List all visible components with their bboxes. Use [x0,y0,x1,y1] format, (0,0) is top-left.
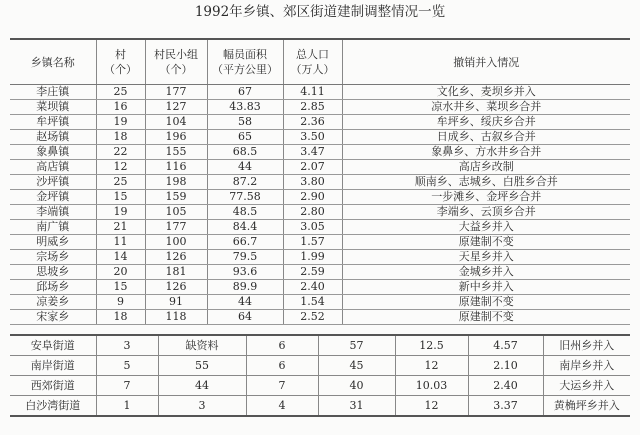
column-header [96,39,145,85]
table-cell: 44 [207,160,283,175]
table-cell: 3.50 [283,130,342,145]
table-cell: 48.5 [207,205,283,220]
column-header-line: 幅员面积 [223,48,267,61]
table-cell: 20 [96,265,145,280]
table-row [10,250,630,265]
name-cell: 安阜街道 [10,335,96,356]
table-row [10,85,630,100]
table-cell: 31 [318,396,395,417]
table-cell: 12 [395,396,468,417]
table-cell: 15 [96,280,145,295]
table-cell: 84.4 [207,220,283,235]
table-cell: 15 [96,190,145,205]
name-cell: 赵场镇 [10,130,96,145]
street-row [10,396,630,417]
table-cell: 58 [207,115,283,130]
table-cell: 55 [158,356,246,376]
table-cell: 177 [145,220,207,235]
table-cell: 新中乡并入 [342,280,630,295]
table-cell: 象鼻乡、方水井乡合并 [342,145,630,160]
column-header-line: （万人） [290,63,335,76]
table-cell: 李端乡、云顶乡合并 [342,205,630,220]
table-cell: 25 [96,175,145,190]
table-row [10,205,630,220]
table-cell: 105 [145,205,207,220]
table-cell: 南岸乡并入 [543,356,630,376]
table-cell: 文化乡、麦坝乡并入 [342,85,630,100]
column-header [207,39,283,85]
table-cell: 159 [145,190,207,205]
name-cell: 李庄镇 [10,85,96,100]
table-cell: 7 [246,376,318,396]
table-row [10,265,630,280]
table-cell: 155 [145,145,207,160]
table-cell: 一步滩乡、金坪乡合并 [342,190,630,205]
table-cell: 126 [145,280,207,295]
township-table [10,38,630,325]
street-row [10,356,630,376]
name-cell: 邱场乡 [10,280,96,295]
table-row [10,190,630,205]
table-cell: 原建制不变 [342,235,630,250]
name-cell: 李端镇 [10,205,96,220]
column-header-line: 村民小组 [154,48,198,61]
table-row [10,175,630,190]
table-cell: 12 [395,356,468,376]
name-cell: 白沙湾街道 [10,396,96,417]
table-cell: 79.5 [207,250,283,265]
table-cell: 89.9 [207,280,283,295]
table-cell: 11 [96,235,145,250]
table-cell: 原建制不变 [342,310,630,325]
table-row [10,145,630,160]
table-row [10,130,630,145]
table-cell: 3.80 [283,175,342,190]
column-header-line: 乡镇名称 [30,55,75,69]
table-cell: 旧州乡并入 [543,335,630,356]
document-title: 1992年乡镇、郊区街道建制调整情况一览 [194,4,446,20]
table-cell: 177 [145,85,207,100]
table-cell: 原建制不变 [342,295,630,310]
name-cell: 凉姜乡 [10,295,96,310]
column-header-line: 总人口 [296,48,329,61]
name-cell: 菜坝镇 [10,100,96,115]
table-cell: 77.58 [207,190,283,205]
table-cell: 1.99 [283,250,342,265]
table-cell: 4.11 [283,85,342,100]
table-cell: 大益乡并入 [342,220,630,235]
table-cell: 1.57 [283,235,342,250]
table-cell: 14 [96,250,145,265]
table-cell: 凉水井乡、菜坝乡合并 [342,100,630,115]
table-cell: 2.07 [283,160,342,175]
table-row [10,295,630,310]
table-cell: 44 [207,295,283,310]
table-row [10,100,630,115]
table-cell: 5 [96,356,158,376]
table-cell: 4 [246,396,318,417]
table-cell: 25 [96,85,145,100]
table-cell: 顺南乡、志城乡、白胜乡合并 [342,175,630,190]
name-cell: 高店镇 [10,160,96,175]
table-cell: 2.36 [283,115,342,130]
table-cell: 10.03 [395,376,468,396]
name-cell: 宗场乡 [10,250,96,265]
table-row [10,280,630,295]
table-cell: 2.59 [283,265,342,280]
table-cell: 87.2 [207,175,283,190]
table-cell: 116 [145,160,207,175]
table-cell: 93.6 [207,265,283,280]
table-cell: 40 [318,376,395,396]
street-row [10,335,630,356]
name-cell: 思坡乡 [10,265,96,280]
table-row [10,220,630,235]
name-cell: 牟坪镇 [10,115,96,130]
name-cell: 象鼻镇 [10,145,96,160]
table-cell: 16 [96,100,145,115]
table-cell: 金城乡并入 [342,265,630,280]
table-cell: 7 [96,376,158,396]
table-cell: 3.05 [283,220,342,235]
name-cell: 金坪镇 [10,190,96,205]
table-cell: 1.54 [283,295,342,310]
table-cell: 6 [246,356,318,376]
column-header-line: （个） [104,63,137,76]
table-cell: 高店乡改制 [342,160,630,175]
column-header [145,39,207,85]
table-header-row [10,39,630,85]
name-cell: 明威乡 [10,235,96,250]
table-cell: 91 [145,295,207,310]
table-cell: 18 [96,130,145,145]
table-cell: 104 [145,115,207,130]
table-cell: 2.40 [468,376,543,396]
street-row [10,376,630,396]
table-cell: 3.47 [283,145,342,160]
table-cell: 100 [145,235,207,250]
table-cell: 2.52 [283,310,342,325]
table-cell: 3 [158,396,246,417]
table-row [10,310,630,325]
table-cell: 9 [96,295,145,310]
table-cell: 57 [318,335,395,356]
street-table [10,334,630,417]
table-cell: 日成乡、古叙乡合并 [342,130,630,145]
column-header-line: 村 [115,48,126,61]
table-cell: 18 [96,310,145,325]
column-header [10,39,96,85]
table-cell: 2.10 [468,356,543,376]
table-cell: 127 [145,100,207,115]
table-row [10,115,630,130]
table-cell: 45 [318,356,395,376]
table-row [10,235,630,250]
name-cell: 宋家乡 [10,310,96,325]
table-cell: 181 [145,265,207,280]
table-cell: 大运乡并入 [543,376,630,396]
column-header [342,39,630,85]
name-cell: 沙坪镇 [10,175,96,190]
name-cell: 南广镇 [10,220,96,235]
table-cell: 6 [246,335,318,356]
table-cell: 1 [96,396,158,417]
column-header-line: （平方公里） [212,63,278,76]
column-header [283,39,342,85]
table-cell: 65 [207,130,283,145]
table-cell: 4.57 [468,335,543,356]
table-cell: 68.5 [207,145,283,160]
table-cell: 198 [145,175,207,190]
table-cell: 2.80 [283,205,342,220]
table-cell: 118 [145,310,207,325]
table-cell: 牟坪乡、绥庆乡合并 [342,115,630,130]
table-cell: 196 [145,130,207,145]
table-cell: 64 [207,310,283,325]
table-cell: 67 [207,85,283,100]
table-cell: 2.85 [283,100,342,115]
table-cell: 2.40 [283,280,342,295]
table-cell: 22 [96,145,145,160]
column-header-line: （个） [159,63,193,76]
table-cell: 126 [145,250,207,265]
table-row [10,160,630,175]
table-cell: 3.37 [468,396,543,417]
table-cell: 21 [96,220,145,235]
table-cell: 19 [96,205,145,220]
table-cell: 2.90 [283,190,342,205]
column-header-line: 撤销并入情况 [453,55,520,69]
table-cell: 19 [96,115,145,130]
table-cell: 3 [96,335,158,356]
table-cell: 12 [96,160,145,175]
table-cell: 66.7 [207,235,283,250]
table-cell: 43.83 [207,100,283,115]
table-cell: 黄桷坪乡并入 [543,396,630,417]
name-cell: 南岸街道 [10,356,96,376]
table-cell: 天星乡并入 [342,250,630,265]
name-cell: 西郊街道 [10,376,96,396]
table-cell: 44 [158,376,246,396]
table-cell: 缺资料 [158,335,246,356]
table-cell: 12.5 [395,335,468,356]
